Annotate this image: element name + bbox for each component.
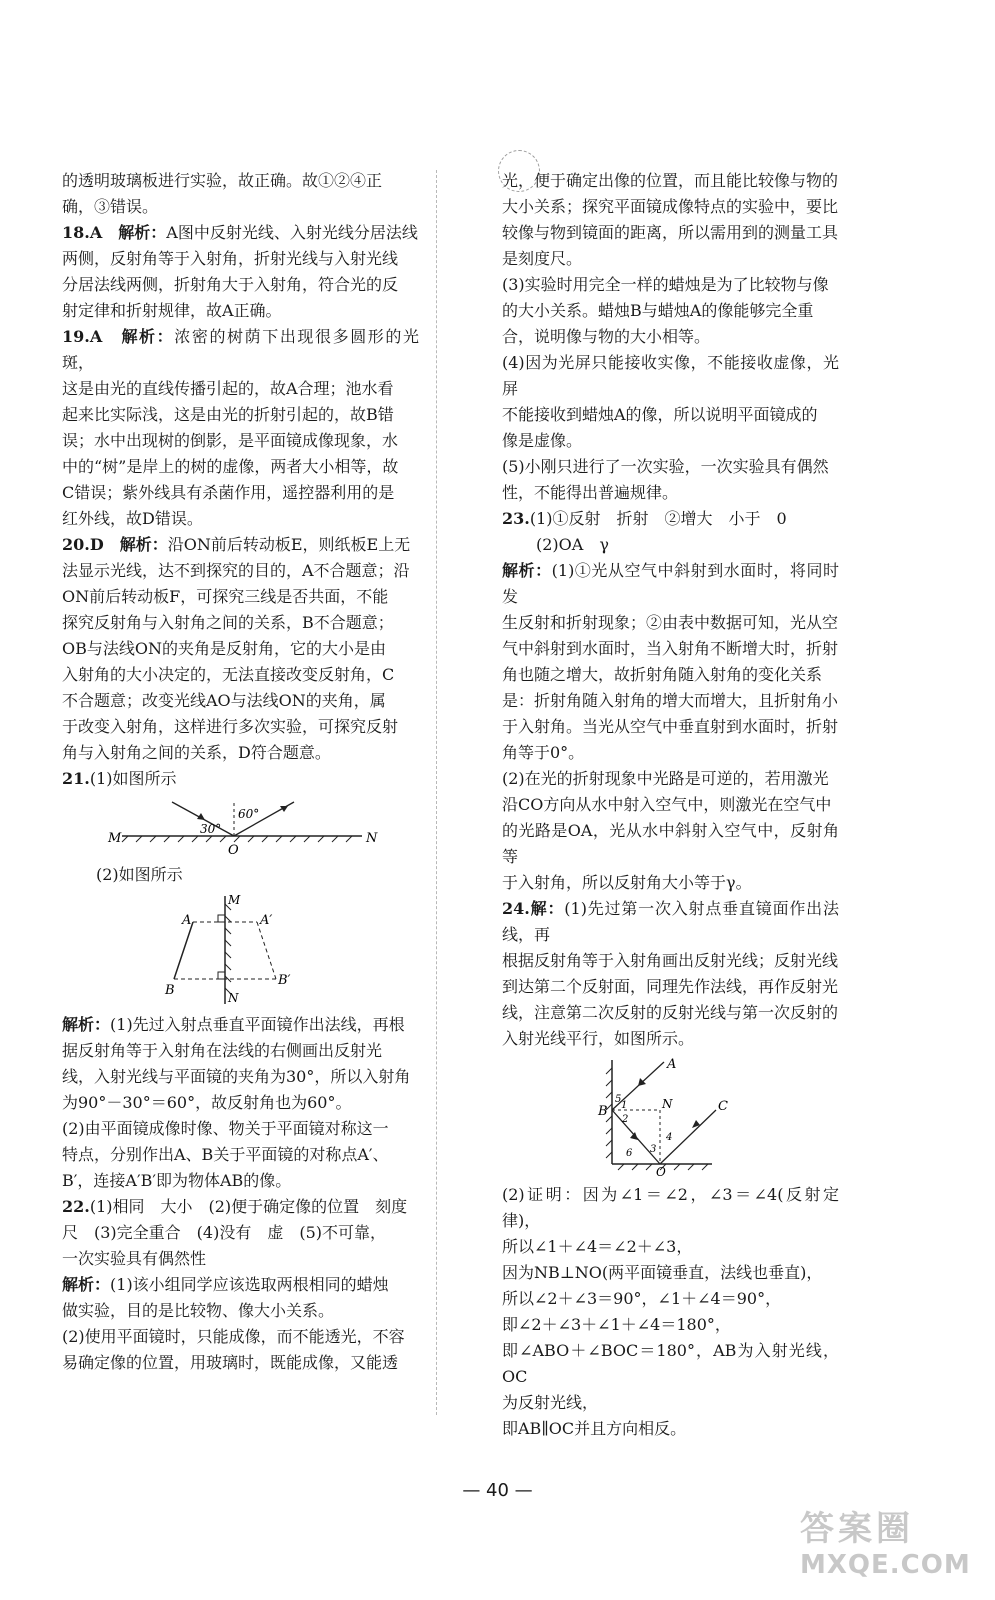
angle-1: 1 — [621, 1100, 628, 1111]
answer-19 — [62, 324, 419, 376]
text-line: OB与法线ON的夹角是反射角，它的大小是由 — [62, 639, 386, 658]
text-line: 于改变入射角，这样进行多次实验，可探究反射 — [62, 717, 399, 736]
text-line: B′，连接A′B′即为物体AB的像。 — [62, 1171, 292, 1190]
text-line: 为反射光线， — [502, 1393, 599, 1412]
text-line: 像是虚像。 — [502, 431, 583, 450]
text-line: 于入射角，所以反射角大小等于γ。 — [502, 873, 752, 892]
label-m: M — [108, 831, 122, 846]
label-b: B — [165, 983, 175, 998]
text-line: 即AB∥OC并且方向相反。 — [502, 1419, 687, 1438]
answer-22 — [62, 1194, 419, 1220]
text-line: (1)①反射 折射 ②增大 小于 0 — [529, 509, 787, 528]
text-line: 是刻度尺。 — [502, 249, 583, 268]
text-line: 生反射和折射现象；②由表中数据可知，光从空 — [502, 613, 839, 632]
text-line: 所以∠2＋∠3＝90°，∠1＋∠4＝90°， — [502, 1289, 782, 1308]
text-line: (2)在光的折射现象中光路是可逆的，若用激光 — [502, 769, 829, 788]
label-o: O — [656, 1165, 666, 1176]
text-line: A图中反射光线、入射光线分居法线 — [166, 223, 418, 242]
text-line: (1)先过入射点垂直平面镜作出法线，再根 — [110, 1015, 405, 1034]
text-line: 易确定像的位置，用玻璃时，既能成像，又能透 — [62, 1353, 399, 1372]
label-a-prime: A′ — [260, 913, 273, 928]
text-line: 探究反射角与入射角之间的关系，B不合题意； — [62, 613, 394, 632]
text-line: 不能接收到蜡烛A的像，所以说明平面镜成的 — [502, 405, 818, 424]
label-n: N — [662, 1097, 673, 1111]
answer-20 — [62, 532, 419, 558]
text-line: 这是由光的直线传播引起的，故A合理；池水看 — [62, 379, 394, 398]
text-line: 特点，分别作出A、B关于平面镜的对称点A′、 — [62, 1145, 389, 1164]
text-line: 两侧，反射角等于入射角，折射光线与入射光线 — [62, 249, 399, 268]
watermark-domain: MXQE.COM — [800, 1550, 971, 1580]
angle-5: 5 — [615, 1094, 622, 1105]
label-m: M — [228, 894, 241, 907]
text-line: (2)OA γ — [536, 535, 609, 554]
text-line: 的透明玻璃板进行实验，故正确。故①②④正 — [62, 171, 383, 190]
angle-60: 60° — [238, 807, 260, 821]
angle-6: 6 — [626, 1148, 633, 1159]
text-line: 线，入射光线与平面镜的夹角为30°，所以入射角 — [62, 1067, 411, 1086]
text-line: 角等于0°。 — [502, 743, 585, 762]
text-line: (4)因为光屏只能接收实像，不能接收虚像，光屏 — [502, 353, 839, 398]
angle-2: 2 — [622, 1114, 629, 1125]
text-line: 入射光线平行，如图所示。 — [502, 1029, 695, 1048]
arrow-icon — [630, 1132, 638, 1140]
text-line: 的大小关系。蜡烛B与蜡烛A的像能够完全重 — [502, 301, 814, 320]
text-line: 大小关系；探究平面镜成像特点的实验中，要比 — [502, 197, 839, 216]
text-line: (1)该小组同学应该选取两根相同的蜡烛 — [110, 1275, 389, 1294]
text-line: (1)相同 大小 (2)便于确定像的位置 刻度 — [89, 1197, 408, 1216]
analysis-label: 解析： — [121, 327, 175, 346]
explanation-23 — [502, 558, 839, 610]
analysis-label: 解析： — [119, 535, 168, 554]
left-column — [62, 168, 419, 1376]
text-line: (2)使用平面镜时，只能成像，而不能透光，不容 — [62, 1327, 405, 1346]
label-c: C — [718, 1099, 728, 1114]
question-number: 19.A — [62, 327, 103, 346]
angle-30: 30° — [200, 822, 222, 836]
analysis-label: 解析： — [62, 1275, 111, 1294]
text-line: (1)先过第一次入射点垂直镜面作出法线，再 — [502, 899, 839, 944]
text-line: C错误；紫外线具有杀菌作用，遥控器利用的是 — [62, 483, 395, 502]
text-line: 沿CO方向从水中射入空气中，则激光在空气中 — [502, 795, 832, 814]
text-line: 入射角的大小决定的，无法直接改变反射角，C — [62, 665, 395, 684]
analysis-label: 解析： — [118, 223, 167, 242]
question-number: 21. — [62, 769, 90, 788]
text-line: 据反射角等于入射角在法线的右侧画出反射光 — [62, 1041, 383, 1060]
text-line: 为90°－30°＝60°，故反射角也为60°。 — [62, 1093, 352, 1112]
text-line: 较像与物到镜面的距离，所以需用到的测量工具 — [502, 223, 839, 242]
question-number: 24. — [502, 899, 530, 918]
text-line: 性，不能得出普遍规律。 — [502, 483, 679, 502]
text-line: 于入射角。当光从空气中垂直射到水面时，折射 — [502, 717, 839, 736]
text-line: 气中斜射到水面时，当入射角不断增大时，折射 — [502, 639, 839, 658]
answer-23 — [502, 506, 839, 532]
text-line: 即∠ABO＋∠BOC＝180°，AB为入射光线，OC — [502, 1341, 839, 1386]
text-line: 因为NB⊥NO(两平面镜垂直，法线也垂直)， — [502, 1263, 823, 1282]
text-line: 法显示光线，达不到探究的目的，A不合题意；沿 — [62, 561, 410, 580]
double-mirror-diagram — [502, 1058, 839, 1176]
text-line: 角也随之增大，故折射角随入射角的变化关系 — [502, 665, 823, 684]
analysis-label: 解析： — [62, 1015, 111, 1034]
site-watermark — [800, 1508, 970, 1588]
column-divider — [436, 170, 437, 1415]
text-line: 起来比实际浅，这是由光的折射引起的，故B错 — [62, 405, 394, 424]
text-line: (2)由平面镜成像时像、物关于平面镜对称这一 — [62, 1119, 389, 1138]
label-n: N — [228, 991, 239, 1005]
text-line: 所以∠1＋∠4＝∠2＋∠3， — [502, 1237, 693, 1256]
label-b: B — [598, 1104, 608, 1119]
text-line: 角与入射角之间的关系，D符合题意。 — [62, 743, 331, 762]
answer-24 — [502, 896, 839, 948]
proof-label: (2)证明： — [502, 1185, 583, 1204]
text-line: (1)如图所示 — [89, 769, 177, 788]
right-column — [502, 168, 839, 1442]
explanation-21 — [62, 1012, 419, 1038]
solution-label: 解： — [529, 899, 565, 918]
text-line: 一次实验具有偶然性 — [62, 1249, 207, 1268]
answer-18 — [62, 220, 419, 246]
proof — [502, 1182, 839, 1234]
watermark-logo-text: 答案圈 — [800, 1509, 914, 1549]
page-number: — 40 — — [462, 1480, 533, 1501]
text-line: 不合题意；改变光线AO与法线ON的夹角，属 — [62, 691, 386, 710]
text-line: 到达第二个反射面，同理先作法线，再作反射光 — [502, 977, 839, 996]
text-line: 中的“树”是岸上的树的虚像，两者大小相等，故 — [62, 457, 399, 476]
answer-21 — [62, 766, 419, 792]
analysis-label: 解析： — [502, 561, 552, 580]
text-line: (3)实验时用完全一样的蜡烛是为了比较物与像 — [502, 275, 829, 294]
angle-4: 4 — [666, 1132, 673, 1143]
text-line: (5)小刚只进行了一次实验，一次实验具有偶然 — [502, 457, 829, 476]
question-number: 18.A — [62, 223, 103, 242]
object-ab — [174, 922, 193, 979]
label-a: A — [182, 913, 192, 928]
mirror-image-diagram — [62, 894, 419, 1006]
text-line: 确，③错误。 — [62, 197, 159, 216]
text-line: 尺 (3)完全重合 (4)没有 虚 (5)不可靠， — [62, 1223, 386, 1242]
text-line: 因为∠1＝∠2，∠3＝∠4(反射定律)， — [502, 1185, 839, 1230]
text-line: 是：折射角随入射角的增大而增大，且折射角小 — [502, 691, 839, 710]
text-line: 做实验，目的是比较物、像大小关系。 — [62, 1301, 335, 1320]
text-line: 根据反射角等于入射角画出反射光线；反射光线 — [502, 951, 839, 970]
text-line: 合，说明像与物的大小相等。 — [502, 327, 711, 346]
angle-3: 3 — [650, 1144, 657, 1155]
text-line: (2)如图所示 — [96, 865, 183, 884]
text-line: 误；水中出现树的倒影，是平面镜成像现象，水 — [62, 431, 399, 450]
reflection-diagram — [62, 798, 419, 856]
text-line: 沿ON前后转动板E，则纸板E上无 — [167, 535, 411, 554]
label-b-prime: B′ — [278, 973, 291, 988]
text-line: 的光路是OA，光从水中斜射入空气中，反射角等 — [502, 821, 839, 866]
question-number: 20.D — [62, 535, 104, 554]
question-number: 22. — [62, 1197, 90, 1216]
text-line: ON前后转动板F，可探究三线是否共面，不能 — [62, 587, 389, 606]
label-o: O — [228, 843, 239, 856]
text-line: 射定律和折射规律，故A正确。 — [62, 301, 282, 320]
text-line: 线，注意第二次反射的反射光线与第一次反射的 — [502, 1003, 839, 1022]
text-line: 浓密的树荫下出现很多圆形的光斑， — [62, 327, 419, 372]
text-line: 即∠2＋∠3＋∠1＋∠4＝180°， — [502, 1315, 731, 1334]
label-a: A — [667, 1058, 677, 1072]
label-n: N — [366, 831, 378, 846]
text-line: (1)①光从空气中斜射到水面时，将同时发 — [502, 561, 839, 606]
text-line: 红外线，故D错误。 — [62, 509, 203, 528]
text-line: 光，便于确定出像的位置，而且能比较像与物的 — [502, 171, 839, 190]
text-line: 分居法线两侧，折射角大于入射角，符合光的反 — [62, 275, 399, 294]
image-ab — [257, 922, 276, 979]
question-number: 23. — [502, 509, 530, 528]
explanation-22 — [62, 1272, 419, 1298]
